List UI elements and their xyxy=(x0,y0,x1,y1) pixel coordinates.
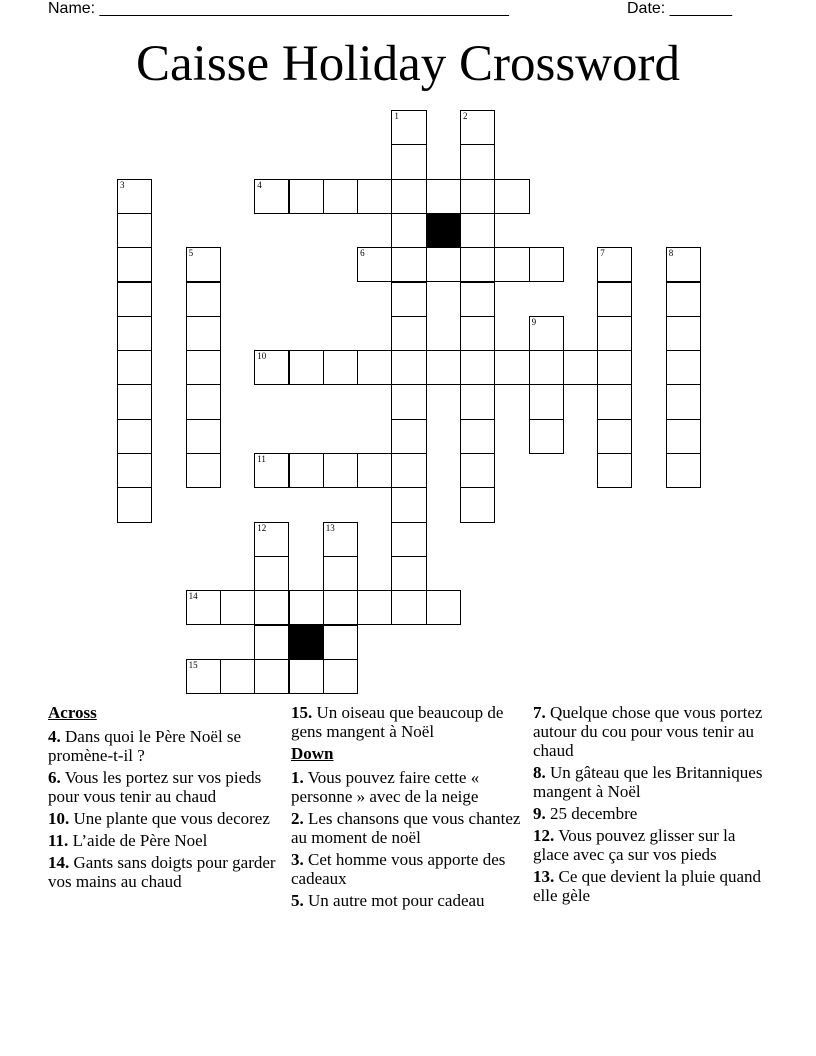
clue-number: 5. xyxy=(291,891,304,910)
clue-number-label: 12 xyxy=(257,522,267,533)
grid-cell[interactable] xyxy=(597,453,632,488)
clue-number: 4. xyxy=(48,727,61,746)
clue-number: 7. xyxy=(533,703,546,722)
clue-number-label: 15 xyxy=(188,659,198,670)
grid-cell[interactable] xyxy=(323,453,358,488)
grid-cell[interactable] xyxy=(391,350,426,385)
clue-down-3 xyxy=(291,850,526,888)
clue-number-label: 10 xyxy=(257,351,267,362)
clue-down-7 xyxy=(533,703,768,760)
grid-cell[interactable] xyxy=(666,316,701,351)
grid-cell[interactable] xyxy=(117,247,152,282)
grid-cell[interactable] xyxy=(666,350,701,385)
clue-number: 3. xyxy=(291,850,304,869)
clue-number-label: 1 xyxy=(394,111,399,121)
grid-cell[interactable] xyxy=(666,282,701,317)
clue-number: 12. xyxy=(533,826,555,845)
grid-cell[interactable] xyxy=(323,659,358,694)
clue-number: 11. xyxy=(48,831,69,850)
grid-cell[interactable] xyxy=(357,590,392,625)
clue-down-1 xyxy=(291,768,526,806)
grid-cell[interactable] xyxy=(391,247,426,282)
grid-cell[interactable] xyxy=(289,659,324,694)
grid-cell[interactable] xyxy=(186,247,221,282)
grid-cell[interactable] xyxy=(323,556,358,591)
grid-cell[interactable] xyxy=(323,350,358,385)
clue-number-label: 13 xyxy=(325,522,335,533)
clue-down-12 xyxy=(533,826,768,864)
grid-cell[interactable] xyxy=(391,213,426,248)
grid-cell[interactable] xyxy=(494,247,529,282)
clue-number-label: 5 xyxy=(188,248,194,259)
grid-cell[interactable] xyxy=(254,556,289,591)
clue-down-5 xyxy=(291,891,526,910)
grid-cell[interactable] xyxy=(494,350,529,385)
grid-cell[interactable] xyxy=(597,247,632,282)
across-heading: Across xyxy=(48,703,97,722)
grid-cell[interactable] xyxy=(117,350,152,385)
clue-number: 13. xyxy=(533,867,555,886)
black-cell xyxy=(289,625,324,660)
grid-cell[interactable] xyxy=(391,522,426,557)
grid-cell[interactable] xyxy=(186,419,221,454)
page-title: Caisse Holiday Crossword xyxy=(136,36,680,92)
grid-cell[interactable] xyxy=(391,487,426,522)
grid-cell[interactable] xyxy=(186,453,221,488)
grid-cell[interactable] xyxy=(460,453,495,488)
grid-cell[interactable] xyxy=(357,179,392,214)
grid-cell[interactable] xyxy=(666,419,701,454)
clue-text: Vous pouvez faire cette « personne » avec de la neige xyxy=(291,768,480,806)
clue-text: Un gâteau que les Britanniques mangent à Noël xyxy=(533,763,763,801)
grid-cell[interactable] xyxy=(289,590,324,625)
clue-text: 25 decembre xyxy=(550,804,638,823)
grid-cell[interactable] xyxy=(529,419,564,454)
grid-cell[interactable] xyxy=(186,590,221,625)
grid-cell[interactable] xyxy=(426,350,461,385)
clue-across-10 xyxy=(48,809,283,828)
clue-number-label: 6 xyxy=(360,248,365,259)
grid-cell[interactable] xyxy=(323,522,358,557)
grid-cell[interactable] xyxy=(460,282,495,317)
clue-across-11 xyxy=(48,831,283,850)
clue-number: 2. xyxy=(291,809,304,828)
grid-cell[interactable] xyxy=(460,110,495,145)
clue-column-2 xyxy=(291,703,526,913)
clue-number: 1. xyxy=(291,768,304,787)
grid-cell[interactable] xyxy=(529,350,564,385)
grid-cell[interactable] xyxy=(117,487,152,522)
grid-cell[interactable] xyxy=(391,316,426,351)
name-field[interactable]: Name: ______________________________________________ xyxy=(48,0,509,17)
grid-cell[interactable] xyxy=(117,384,152,419)
grid-cell[interactable] xyxy=(529,384,564,419)
grid-cell[interactable] xyxy=(460,179,495,214)
clue-number-label: 3 xyxy=(120,179,125,190)
clue-down-8 xyxy=(533,763,768,801)
grid-cell[interactable] xyxy=(254,522,289,557)
clue-number-label: 9 xyxy=(531,316,537,327)
clue-text: Quelque chose que vous portez autour du cou pour vous tenir au chaud xyxy=(533,703,763,760)
grid-cell[interactable] xyxy=(117,453,152,488)
clue-across-6 xyxy=(48,768,283,806)
grid-cell[interactable] xyxy=(391,179,426,214)
grid-cell[interactable] xyxy=(597,384,632,419)
clue-text: Dans quoi le Père Noël se promène-t-il ? xyxy=(48,727,242,765)
grid-cell[interactable] xyxy=(494,179,529,214)
grid-cell[interactable] xyxy=(254,453,289,488)
grid-cell[interactable] xyxy=(666,247,701,282)
clue-text: L’aide de Père Noel xyxy=(72,831,208,850)
grid-cell[interactable] xyxy=(186,282,221,317)
grid-cell[interactable] xyxy=(391,453,426,488)
grid-cell[interactable] xyxy=(666,384,701,419)
clue-text: Cet homme vous apporte des cadeaux xyxy=(291,850,506,888)
clue-across-4 xyxy=(48,727,283,765)
grid-cell[interactable] xyxy=(117,419,152,454)
grid-cell[interactable] xyxy=(460,384,495,419)
clue-number: 8. xyxy=(533,763,546,782)
clue-down-9 xyxy=(533,804,768,823)
grid-cell[interactable] xyxy=(460,213,495,248)
clue-text: Une plante que vous decorez xyxy=(73,809,270,828)
clue-number: 6. xyxy=(48,768,61,787)
grid-cell[interactable] xyxy=(426,247,461,282)
grid-cell[interactable] xyxy=(289,179,324,214)
grid-cell[interactable] xyxy=(289,350,324,385)
clue-number: 14. xyxy=(48,853,70,872)
grid-cell[interactable] xyxy=(597,282,632,317)
grid-cell[interactable] xyxy=(117,213,152,248)
grid-cell[interactable] xyxy=(391,282,426,317)
clue-number: 10. xyxy=(48,809,70,828)
clue-across-15 xyxy=(291,703,526,741)
clue-across-14 xyxy=(48,853,283,891)
grid-cell[interactable] xyxy=(391,144,426,179)
clue-text: Un autre mot pour cadeau xyxy=(308,891,485,910)
date-field[interactable]: Date: _______ xyxy=(627,0,732,17)
grid-cell[interactable] xyxy=(254,590,289,625)
clue-text: Ce que devient la pluie quand elle gèle xyxy=(533,867,762,905)
grid-cell[interactable] xyxy=(357,453,392,488)
grid-cell[interactable] xyxy=(220,659,255,694)
clue-text: Vous les portez sur vos pieds pour vous tenir au chaud xyxy=(48,768,262,806)
grid-cell[interactable] xyxy=(117,179,152,214)
grid-cell[interactable] xyxy=(391,110,426,145)
grid-cell[interactable] xyxy=(117,282,152,317)
grid-cell[interactable] xyxy=(426,590,461,625)
clue-column-3 xyxy=(533,703,768,908)
clue-text: Un oiseau que beaucoup de gens mangent à Noël xyxy=(291,703,504,741)
grid-cell[interactable] xyxy=(529,316,564,351)
clue-number: 9. xyxy=(533,804,546,823)
grid-cell[interactable] xyxy=(460,144,495,179)
clue-text: Vous pouvez glisser sur la glace avec ça sur vos pieds xyxy=(533,826,736,864)
grid-cell[interactable] xyxy=(323,590,358,625)
grid-cell[interactable] xyxy=(220,590,255,625)
grid-cell[interactable] xyxy=(391,384,426,419)
grid-cell[interactable] xyxy=(529,247,564,282)
grid-cell[interactable] xyxy=(460,316,495,351)
clue-text: Les chansons que vous chantez au moment de noël xyxy=(291,809,521,847)
clue-number-label: 2 xyxy=(463,111,468,121)
grid-cell[interactable] xyxy=(391,556,426,591)
grid-cell[interactable] xyxy=(597,316,632,351)
grid-cell[interactable] xyxy=(357,247,392,282)
grid-cell[interactable] xyxy=(391,419,426,454)
grid-cell[interactable] xyxy=(391,590,426,625)
grid-cell[interactable] xyxy=(186,316,221,351)
grid-cell[interactable] xyxy=(426,179,461,214)
grid-cell[interactable] xyxy=(460,419,495,454)
grid-cell[interactable] xyxy=(460,247,495,282)
down-heading: Down xyxy=(291,744,334,763)
black-cell xyxy=(426,213,461,248)
grid-cell[interactable] xyxy=(323,625,358,660)
grid-cell[interactable] xyxy=(254,659,289,694)
clue-column-1 xyxy=(48,703,283,894)
clue-down-2 xyxy=(291,809,526,847)
clue-number-label: 8 xyxy=(668,248,674,259)
grid-cell[interactable] xyxy=(460,487,495,522)
clue-text: Gants sans doigts pour garder vos mains au chaud xyxy=(48,853,276,891)
grid-cell[interactable] xyxy=(186,350,221,385)
clue-number-label: 14 xyxy=(188,591,198,602)
clue-number-label: 11 xyxy=(257,454,266,464)
grid-cell[interactable] xyxy=(254,179,289,214)
clue-number-label: 4 xyxy=(257,179,262,190)
grid-cell[interactable] xyxy=(597,419,632,454)
grid-cell[interactable] xyxy=(117,316,152,351)
clue-number-label: 7 xyxy=(600,248,605,259)
grid-cell[interactable] xyxy=(254,350,289,385)
grid-cell[interactable] xyxy=(597,350,632,385)
grid-cell[interactable] xyxy=(460,350,495,385)
clue-down-13 xyxy=(533,867,768,905)
clue-number: 15. xyxy=(291,703,313,722)
grid-cell[interactable] xyxy=(289,453,324,488)
grid-cell[interactable] xyxy=(666,453,701,488)
grid-cell[interactable] xyxy=(357,350,392,385)
grid-cell[interactable] xyxy=(563,350,598,385)
grid-cell[interactable] xyxy=(254,625,289,660)
grid-cell[interactable] xyxy=(186,659,221,694)
grid-cell[interactable] xyxy=(186,384,221,419)
grid-cell[interactable] xyxy=(323,179,358,214)
